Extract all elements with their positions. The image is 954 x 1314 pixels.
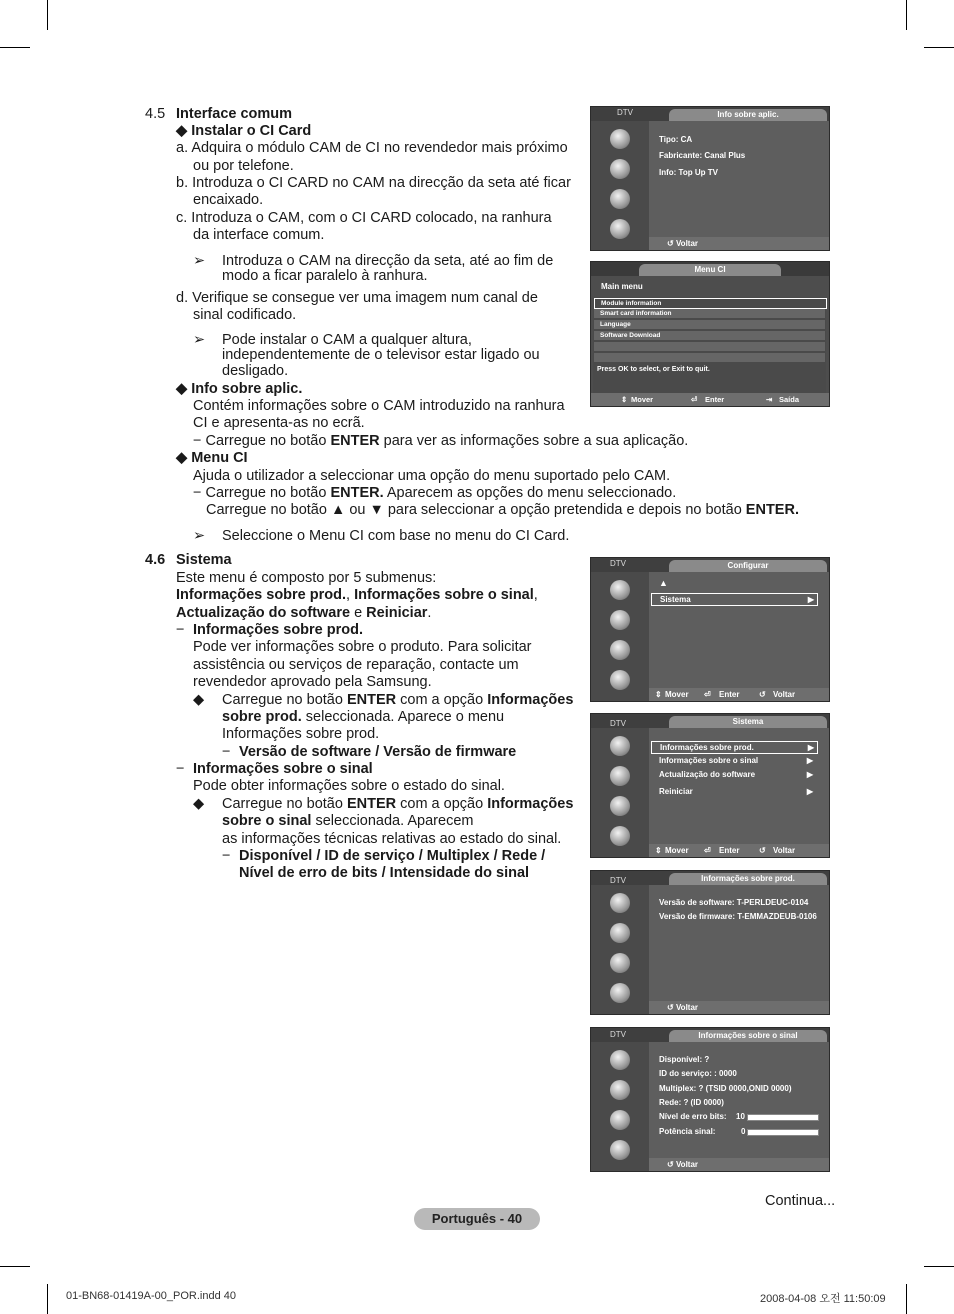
tv-screen-setup <box>590 557 830 702</box>
osd-hint: Press OK to select, or Exit to quit. <box>597 366 710 373</box>
sound-icon <box>610 610 630 630</box>
sound-icon <box>610 766 630 786</box>
osd-main-menu: Main menu <box>601 282 643 291</box>
move-label: Mover <box>665 690 689 699</box>
osd-footer <box>649 688 829 701</box>
picture-icon <box>610 1050 630 1070</box>
text: Carregue no botão <box>222 692 347 708</box>
signal-line-6: Nível de erro de bits / Intensidade do sinal <box>239 865 530 881</box>
note-1a: Introduza o CAM na direcção da seta, até ao fim de <box>222 253 554 269</box>
signal-available: Disponível: ? <box>659 1055 710 1064</box>
sound-icon <box>610 159 630 179</box>
input-icon <box>610 219 630 239</box>
osd-footer <box>649 237 829 250</box>
osd-text: Fabricante: Canal Plus <box>659 151 746 160</box>
crop-mark <box>924 47 954 48</box>
item-label: Actualização do software <box>659 770 756 779</box>
arrow-right-icon: ▶ <box>806 787 813 796</box>
arrow-right-icon: ▶ <box>807 743 814 752</box>
item-label: Informações sobre o sinal <box>659 756 759 765</box>
prod-line-1: Pode ver informações sobre o produto. Para solicitar <box>193 639 532 655</box>
enter-label: Enter <box>719 690 740 699</box>
menu-line-2 <box>193 485 676 502</box>
move-icon: ⇕ <box>621 395 628 404</box>
step-a: a. Adquira o módulo CAM de CI no revendedor mais próximo <box>176 140 568 156</box>
osd-dtv-label: DTV <box>610 559 626 568</box>
menu-item-reset[interactable] <box>651 786 816 797</box>
step-a-cont: ou por telefone. <box>193 158 294 174</box>
arrow-right-icon: ▶ <box>806 770 813 779</box>
enter-icon: ⏎ <box>704 690 711 699</box>
step-c: c. Introduza o CAM, com o CI CARD colocado, na ranhura <box>176 210 552 226</box>
exit-icon: ⇥ <box>766 395 773 404</box>
back-label: Voltar <box>675 1003 699 1012</box>
step-c-cont: da interface comum. <box>193 227 325 243</box>
section-number: 4.5 <box>145 106 166 122</box>
text: Carregue no botão <box>222 796 347 812</box>
text-bold: Informações sobre prod. <box>176 587 347 603</box>
sys-line-3 <box>176 605 431 622</box>
note-2a: Pode instalar o CAM a qualquer altura, <box>222 332 472 348</box>
text: para ver as informações sobre a sua aplicação. <box>379 433 689 449</box>
tv-screen-ci-menu <box>590 261 830 407</box>
prod-line-7: Versão de software / Versão de firmware <box>239 744 517 760</box>
menu-line-1: Ajuda o utilizador a seleccionar uma opção do menu suportado pelo CAM. <box>193 468 671 484</box>
menu-item-sistema[interactable] <box>651 593 818 606</box>
section-title: Interface comum <box>176 106 293 122</box>
diamond-bullet-icon: ◆ <box>176 381 188 397</box>
scroll-up-icon: ▲ <box>659 578 668 588</box>
item-label: Language <box>600 321 631 328</box>
signal-line-1: Pode obter informações sobre o estado do sinal. <box>193 778 505 794</box>
crop-mark <box>906 0 907 30</box>
return-icon: ↺ <box>667 239 674 248</box>
note-3: Seleccione o Menu CI com base no menu do CI Card. <box>222 528 570 544</box>
back-label: Voltar <box>675 239 699 248</box>
osd-footer <box>649 1001 829 1014</box>
osd-text: Info: Top Up TV <box>659 168 718 177</box>
exit-label: Saída <box>779 395 800 404</box>
note-arrow-icon: ➢ <box>193 332 206 348</box>
note-1b: modo a ficar paralelo à ranhura. <box>222 268 428 284</box>
signal-network: Rede: ? (ID 0000) <box>659 1098 724 1107</box>
tv-screen-system <box>590 713 830 858</box>
tv-screen-product-info <box>590 870 830 1015</box>
continue-text: Continua... <box>765 1193 836 1209</box>
diamond-bullet-icon: ◆ <box>193 796 205 812</box>
return-icon: ↺ <box>759 846 766 855</box>
step-d: d. Verifique se consegue ver uma imagem num canal de <box>176 290 538 306</box>
osd-footer <box>591 393 829 406</box>
osd-sidebar <box>591 1042 649 1171</box>
text-bold: ENTER <box>330 433 380 449</box>
text-bold: Informações <box>487 692 574 708</box>
text: e <box>350 605 367 621</box>
text-bold: ENTER <box>346 692 397 708</box>
crop-mark <box>0 47 30 48</box>
ci-menu-item[interactable] <box>594 331 825 340</box>
text: , <box>346 587 355 603</box>
signal-line-3 <box>222 813 473 830</box>
ci-menu-item[interactable] <box>594 309 825 318</box>
bit-error-label: Nível de erro bits: <box>659 1112 727 1121</box>
prod-line-2: assistência ou serviços de reparação, contacte um <box>193 657 519 673</box>
text-bold: Reiniciar <box>366 605 428 621</box>
arrow-right-icon: ▶ <box>806 756 813 765</box>
osd-tab: Informações sobre o sinal <box>669 1030 827 1042</box>
crop-mark <box>47 0 48 30</box>
item-label: Software Download <box>600 332 661 339</box>
move-label: Mover <box>631 395 654 404</box>
move-icon: ⇕ <box>655 846 662 855</box>
osd-tab: Info sobre aplic. <box>669 109 827 121</box>
crop-mark <box>924 1266 954 1267</box>
info-title: Info sobre aplic. <box>191 381 303 397</box>
text-bold: Informações sobre o sinal <box>354 587 534 603</box>
input-icon <box>610 1140 630 1160</box>
osd-dtv-label: DTV <box>610 1030 626 1039</box>
text-bold: ENTER. <box>745 502 799 518</box>
osd-sidebar <box>591 885 649 1014</box>
settings-icon <box>610 953 630 973</box>
signal-service-id: ID do serviço: : 0000 <box>659 1069 737 1078</box>
enter-icon: ⏎ <box>704 846 711 855</box>
move-icon: ⇕ <box>655 690 662 699</box>
picture-icon <box>610 893 630 913</box>
back-label: Voltar <box>773 846 796 855</box>
info-line-2: CI e apresenta-as no ecrã. <box>193 415 365 431</box>
note-arrow-icon: ➢ <box>193 528 206 544</box>
step-b-cont: encaixado. <box>193 192 264 208</box>
text-bold: sobre o sinal <box>222 813 312 829</box>
text: Aparecem as opções do menu seleccionado. <box>383 485 677 501</box>
dash-bullet: − <box>176 622 185 638</box>
print-date: 2008-04-08 오전 11:50:09 <box>760 1293 886 1305</box>
signal-strength-bar <box>747 1129 819 1136</box>
step-d-cont: sinal codificado. <box>193 307 297 323</box>
page-number-badge: Português - 40 <box>414 1208 540 1230</box>
tv-screen-signal-info <box>590 1027 830 1172</box>
ci-menu-item[interactable] <box>594 320 825 329</box>
osd-tab: Sistema <box>669 716 827 728</box>
settings-icon <box>610 1110 630 1130</box>
dash-bullet: − <box>176 761 185 777</box>
crop-mark <box>906 1284 907 1314</box>
signal-line-4: as informações técnicas relativas ao estado do sinal. <box>222 831 562 847</box>
menu-item-product-info[interactable] <box>651 741 818 754</box>
sys-line-2 <box>176 587 538 604</box>
back-label: Voltar <box>773 690 796 699</box>
osd-tab: Configurar <box>669 560 827 572</box>
dash-bullet: − <box>222 744 231 760</box>
return-icon: ↺ <box>667 1160 674 1169</box>
enter-icon: ⏎ <box>691 395 698 404</box>
text: − Carregue no botão <box>193 433 331 449</box>
return-icon: ↺ <box>667 1003 674 1012</box>
text: Carregue no botão ▲ ou ▼ para seleccionar a opção pretendida e depois no botão <box>206 502 746 518</box>
text-bold: Actualização do software <box>176 605 351 621</box>
dash-bullet: − <box>222 848 231 864</box>
picture-icon <box>610 129 630 149</box>
section-title: Sistema <box>176 552 232 568</box>
osd-tab: Menu CI <box>639 264 781 276</box>
note-arrow-icon: ➢ <box>193 253 206 269</box>
item-label: Smart card information <box>600 310 672 317</box>
install-title: Instalar o CI Card <box>191 123 312 139</box>
settings-icon <box>610 189 630 209</box>
crop-mark <box>0 1266 30 1267</box>
settings-icon <box>610 796 630 816</box>
diamond-bullet-icon: ◆ <box>193 692 205 708</box>
enter-label: Enter <box>705 395 725 404</box>
prod-line-4 <box>222 692 573 709</box>
move-label: Mover <box>665 846 689 855</box>
crop-mark <box>47 1284 48 1314</box>
text: com a opção <box>396 796 488 812</box>
return-icon: ↺ <box>759 690 766 699</box>
osd-sidebar <box>591 121 649 250</box>
bit-error-bar <box>747 1114 819 1121</box>
text: − Carregue no botão <box>193 485 331 501</box>
osd-dtv-label: DTV <box>610 719 626 728</box>
enter-label: Enter <box>719 846 740 855</box>
input-icon <box>610 670 630 690</box>
text: com a opção <box>396 692 488 708</box>
osd-footer <box>649 844 829 857</box>
picture-icon <box>610 736 630 756</box>
prod-line-3: revendedor aprovado pela Samsung. <box>193 674 432 690</box>
signal-strength-label: Potência sinal: <box>659 1127 716 1136</box>
osd-sidebar <box>591 572 649 701</box>
input-icon <box>610 983 630 1003</box>
sound-icon <box>610 1080 630 1100</box>
sys-line-1: Este menu é composto por 5 submenus: <box>176 570 437 586</box>
text: , <box>533 587 538 603</box>
menu-line-3 <box>206 502 799 519</box>
menu-item-software-update[interactable] <box>651 769 816 780</box>
section-number: 4.6 <box>145 552 166 568</box>
input-icon <box>610 826 630 846</box>
info-line-1: Contém informações sobre o CAM introduzido na ranhura <box>193 398 565 414</box>
text-bold: Informações <box>487 796 574 812</box>
picture-icon <box>610 580 630 600</box>
prod-line-6: Informações sobre prod. <box>222 726 380 742</box>
prod-title: Informações sobre prod. <box>193 622 364 638</box>
ci-menu-item[interactable] <box>594 298 827 309</box>
text-bold: sobre prod. <box>222 709 302 725</box>
note-2c: desligado. <box>222 363 289 379</box>
software-version: Versão de software: T-PERLDEUC-0104 <box>659 898 809 907</box>
diamond-bullet-icon: ◆ <box>176 450 188 466</box>
osd-body <box>649 572 829 688</box>
text: . <box>427 605 432 621</box>
osd-text: Tipo: CA <box>659 135 693 144</box>
back-label: Voltar <box>675 1160 699 1169</box>
signal-strength-value: 0 <box>741 1127 746 1136</box>
menu-title: Menu CI <box>191 450 248 466</box>
item-label: Sistema <box>660 595 691 604</box>
osd-tab: Informações sobre prod. <box>669 873 827 885</box>
step-b: b. Introduza o CI CARD no CAM na direcção da seta até ficar <box>176 175 571 191</box>
signal-multiplex: Multiplex: ? (TSID 0000,ONID 0000) <box>659 1084 792 1093</box>
subsection-title <box>176 123 311 140</box>
menu-item-signal-info[interactable] <box>651 755 816 766</box>
text: seleccionada. Aparece o menu <box>301 709 505 725</box>
note-2b: independentemente de o televisor estar ligado ou <box>222 347 540 363</box>
text-bold: ENTER. <box>330 485 384 501</box>
empty-row <box>594 353 825 362</box>
text: seleccionada. Aparecem <box>311 813 474 829</box>
signal-line-2 <box>222 796 573 813</box>
osd-dtv-label: DTV <box>617 108 633 117</box>
tv-screen-app-info <box>590 106 830 251</box>
item-label: Reiniciar <box>659 787 693 796</box>
empty-row <box>594 342 825 351</box>
bit-error-value: 10 <box>736 1112 745 1121</box>
item-label: Module information <box>601 300 662 307</box>
file-info: 01-BN68-01419A-00_POR.indd 40 <box>66 1290 237 1302</box>
settings-icon <box>610 640 630 660</box>
osd-sidebar <box>591 728 649 857</box>
sound-icon <box>610 923 630 943</box>
firmware-version: Versão de firmware: T-EMMAZDEUB-0106 <box>659 912 817 921</box>
diamond-bullet-icon: ◆ <box>176 123 188 139</box>
item-label: Informações sobre prod. <box>660 743 754 752</box>
info-line-3 <box>193 433 688 450</box>
text-bold: ENTER <box>346 796 397 812</box>
prod-line-5 <box>222 709 504 726</box>
osd-footer <box>649 1158 829 1171</box>
signal-title: Informações sobre o sinal <box>193 761 373 777</box>
osd-dtv-label: DTV <box>610 876 626 885</box>
arrow-right-icon: ▶ <box>807 595 814 604</box>
signal-line-5: Disponível / ID de serviço / Multiplex / Rede / <box>239 848 546 864</box>
subsection-title <box>176 450 248 467</box>
subsection-title <box>176 381 302 398</box>
